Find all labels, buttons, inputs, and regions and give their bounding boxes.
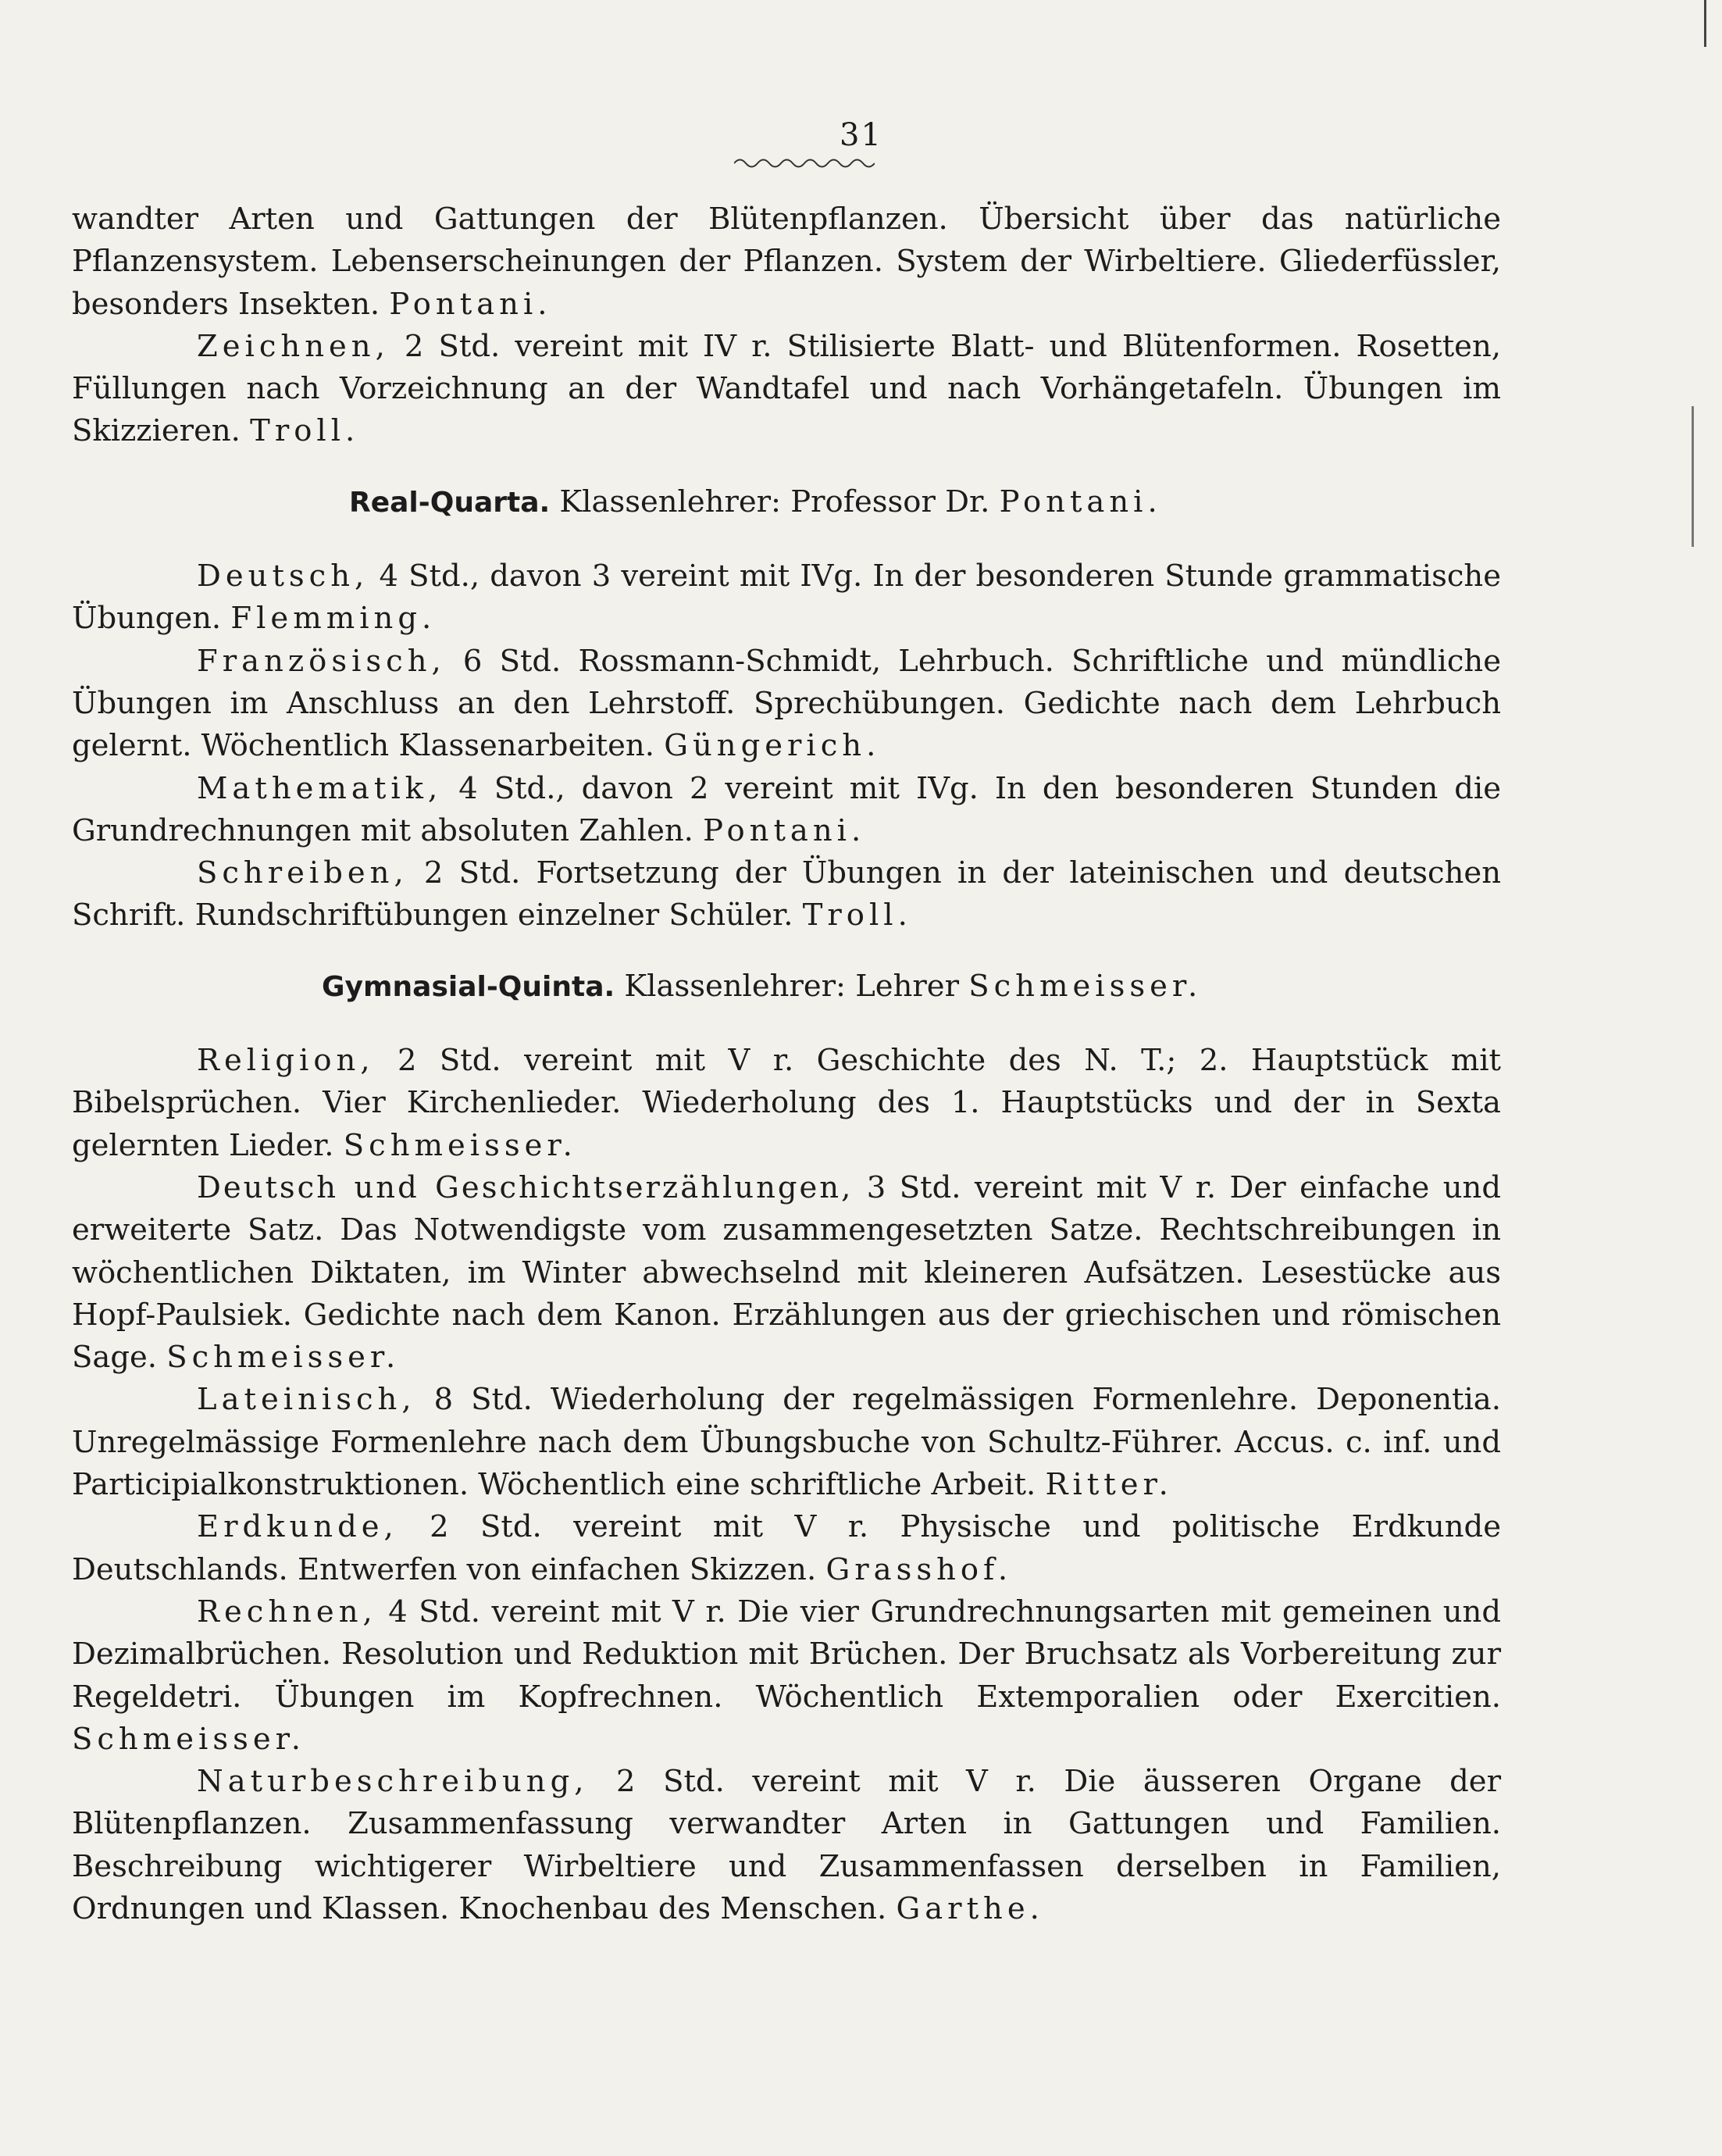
class-name: Real-Quarta.: [349, 486, 551, 519]
teacher-name: Schmeisser.: [166, 1340, 401, 1376]
teacher-name: Schmeisser.: [72, 1721, 306, 1757]
paragraph-deutsch-geschichte: [72, 1167, 1501, 1379]
section-heading-gymnasial-quinta: [72, 966, 1501, 1008]
subject-name: Deutsch,: [197, 559, 369, 594]
paragraph-text: wandter Arten und Gattungen der Blütenpflanzen. Übersicht über das natürliche Pflanzensystem. Lebenserscheinungen der Pflanzen. System der Wirbeltiere. Gliederfüssler, besonders Insekten.: [72, 202, 1501, 322]
body-text: [72, 198, 1501, 1930]
page-number: 31: [840, 117, 882, 153]
teacher-name: Troll.: [250, 413, 360, 449]
paragraph-zeichnen: [72, 326, 1501, 453]
paragraph-erdkunde: [72, 1506, 1501, 1591]
section-heading-real-quarta: [72, 481, 1501, 524]
subject-name: Französisch,: [197, 643, 446, 679]
teacher-name: Pontani.: [999, 484, 1162, 519]
paragraph-franzoesisch: [72, 641, 1501, 768]
subject-name: Naturbeschreibung,: [197, 1764, 589, 1800]
paragraph-schreiben: [72, 852, 1501, 937]
paragraph-text: 8 Std. Wiederholung der regelmässigen Formenlehre. Deponentia. Unregelmässige Formenlehre nach dem Übungsbuche von Schultz-Führer. Accus. c. inf. und Participialkonstruktionen. Wöchentlich eine schriftliche Arbeit.: [72, 1382, 1501, 1503]
subject-name: Schreiben,: [197, 855, 408, 891]
paragraph-mathematik: [72, 768, 1501, 853]
paragraph-text: 2 Std. vereint mit V r. Physische und politische Erdkunde Deutschlands. Entwerfen von einfachen Skizzen.: [72, 1509, 1501, 1587]
subject-name: Deutsch und Geschichtserzählungen,: [197, 1169, 854, 1205]
paragraph-text: 2 Std. Fortsetzung der Übungen in der lateinischen und deutschen Schrift. Rundschriftübungen einzelner Schüler.: [72, 855, 1501, 933]
teacher-name: Pontani.: [703, 812, 866, 848]
paragraph-rechnen: [72, 1591, 1501, 1761]
teacher-name: Flemming.: [230, 601, 437, 637]
subject-name: Lateinisch,: [197, 1382, 416, 1418]
class-name: Gymnasial-Quinta.: [322, 970, 615, 1003]
paragraph-continuation: [72, 198, 1501, 326]
paragraph-text: 2 Std. vereint mit V r. Die äusseren Organe der Blütenpflanzen. Zusammenfassung verwandter Arten in Gattungen und Familien. Beschreibung wichtigerer Wirbeltiere und Zusammenfassen derselben in Familien, Ordnungen und Klassen. Knochenbau des Menschen.: [72, 1764, 1501, 1926]
paragraph-text: 4 Std., davon 3 vereint mit IVg. In der besonderen Stunde grammatische Übungen.: [72, 559, 1501, 637]
teacher-label: Klassenlehrer: Professor Dr.: [559, 484, 990, 519]
subject-name: Religion,: [197, 1043, 375, 1079]
subject-name: Rechnen,: [197, 1594, 377, 1629]
teacher-name: Ritter.: [1045, 1467, 1173, 1503]
paragraph-text: 2 Std. vereint mit IV r. Stilisierte Blatt- und Blütenformen. Rosetten, Füllungen nach Vorzeichnung an der Wandtafel und nach Vorhängetafeln. Übungen im Skizzieren.: [72, 328, 1501, 449]
paragraph-religion: [72, 1040, 1501, 1167]
margin-rule: [1704, 0, 1706, 47]
paragraph-text: 6 Std. Rossmann-Schmidt, Lehrbuch. Schriftliche und mündliche Übungen im Anschluss an den Lehrstoff. Sprechübungen. Gedichte nach dem Lehrbuch gelernt. Wöchentlich Klassenarbeiten.: [72, 643, 1501, 764]
paragraph-lateinisch: [72, 1379, 1501, 1506]
teacher-name: Garthe.: [896, 1890, 1044, 1926]
subject-name: Mathematik,: [197, 770, 443, 806]
teacher-label: Klassenlehrer: Lehrer: [624, 968, 959, 1004]
teacher-name: Schmeisser.: [968, 968, 1203, 1004]
paragraph-text: 2 Std. vereint mit V r. Geschichte des N. T.; 2. Hauptstück mit Bibelsprüchen. Vier Kirchenlieder. Wiederholung des 1. Hauptstücks und der in Sexta gelernten Lieder.: [72, 1043, 1501, 1163]
paragraph-text: 4 Std., davon 2 vereint mit IVg. In den besonderen Stunden die Grundrechnungen mit absoluten Zahlen.: [72, 770, 1501, 848]
teacher-name: Troll.: [802, 898, 912, 933]
subject-name: Erdkunde,: [197, 1509, 398, 1545]
teacher-name: Schmeisser.: [343, 1127, 577, 1163]
margin-rule: [1692, 406, 1694, 547]
paragraph-text: 4 Std. vereint mit V r. Die vier Grundrechnungsarten mit gemeinen und Dezimalbrüchen. Resolution und Reduktion mit Brüchen. Der Bruchsatz als Vorbereitung zur Regeldetri. Übungen im Kopfrechnen. Wöchentlich Extemporalien oder Exercitien.: [72, 1594, 1501, 1715]
teacher-name: Güngerich.: [664, 728, 881, 764]
page-number-ornament: [734, 156, 875, 170]
teacher-name: Grasshof.: [825, 1551, 1013, 1587]
paragraph-deutsch: [72, 555, 1501, 641]
subject-name: Zeichnen,: [197, 328, 390, 364]
teacher-name: Pontani.: [389, 286, 552, 322]
paragraph-naturbeschreibung: [72, 1761, 1501, 1930]
paragraph-text: 3 Std. vereint mit V r. Der einfache und erweiterte Satz. Das Notwendigste vom zusammengesetzten Satze. Rechtschreibungen in wöchentlichen Diktaten, im Winter abwechselnd mit kleineren Aufsätzen. Lesestücke aus Hopf-Paulsiek. Gedichte nach dem Kanon. Erzählungen aus der griechischen und römischen Sage.: [72, 1169, 1501, 1376]
